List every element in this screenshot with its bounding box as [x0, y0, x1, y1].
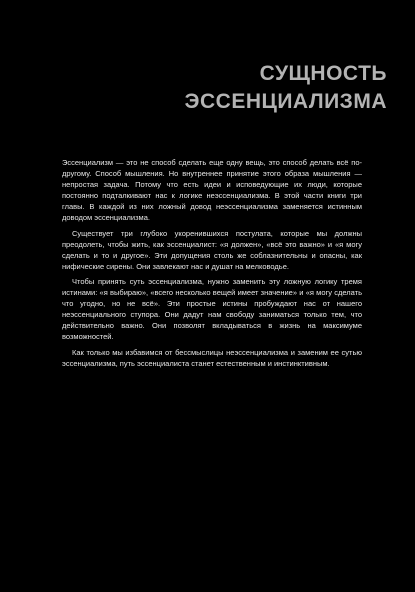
body-text [62, 157, 362, 373]
chapter-title-line-2: ЭССЕНЦИАЛИЗМА [184, 90, 387, 114]
paragraph-3: Чтобы принять суть эссенциализма, нужно заменить эту ложную логику тремя истинами: «я выбираю», «всего несколько вещей имеет значение» и «я могу сделать что угодно, но не всё». Эти простые истины пробуждают нас от нашего неэссенциального ступора. Они дадут нам свободу заниматься только тем, что действительно важно. Они позволят вкладываться в жизнь на максимуме возможностей. [62, 276, 362, 342]
paragraph-2: Существует три глубоко укоренившихся постулата, которые мы должны преодолеть, чтобы жить, как эссенциалист: «я должен», «всё это важно» и «я могу сделать и то и другое». Эти допущения столь же соблазнительны и опасны, как нифические сирены. Они завлекают нас и душат на мелководье. [62, 228, 362, 271]
paragraph-4: Как только мы избавимся от бессмыслицы неэссенциализма и заменим ее сутью эссенциализма, путь эссенциалиста станет естественным и инстинктивным. [62, 347, 362, 368]
chapter-title [185, 60, 387, 116]
paragraph-1: Эссенциализм — это не способ сделать еще одну вещь, это способ делать всё по-другому. Способ мышления. Но внутреннее принятие этого образа мышления — непростая задача. Потому что есть идеи и исповедующие их люди, которые постоянно подталкивают нас к логике неэссенциализма. В этой части книги три главы. В каждой из них ложный довод неэссенциализма заменяется истинным доводом эссенциализма. [62, 158, 362, 223]
chapter-title-line-1: СУЩНОСТЬ [259, 62, 387, 86]
